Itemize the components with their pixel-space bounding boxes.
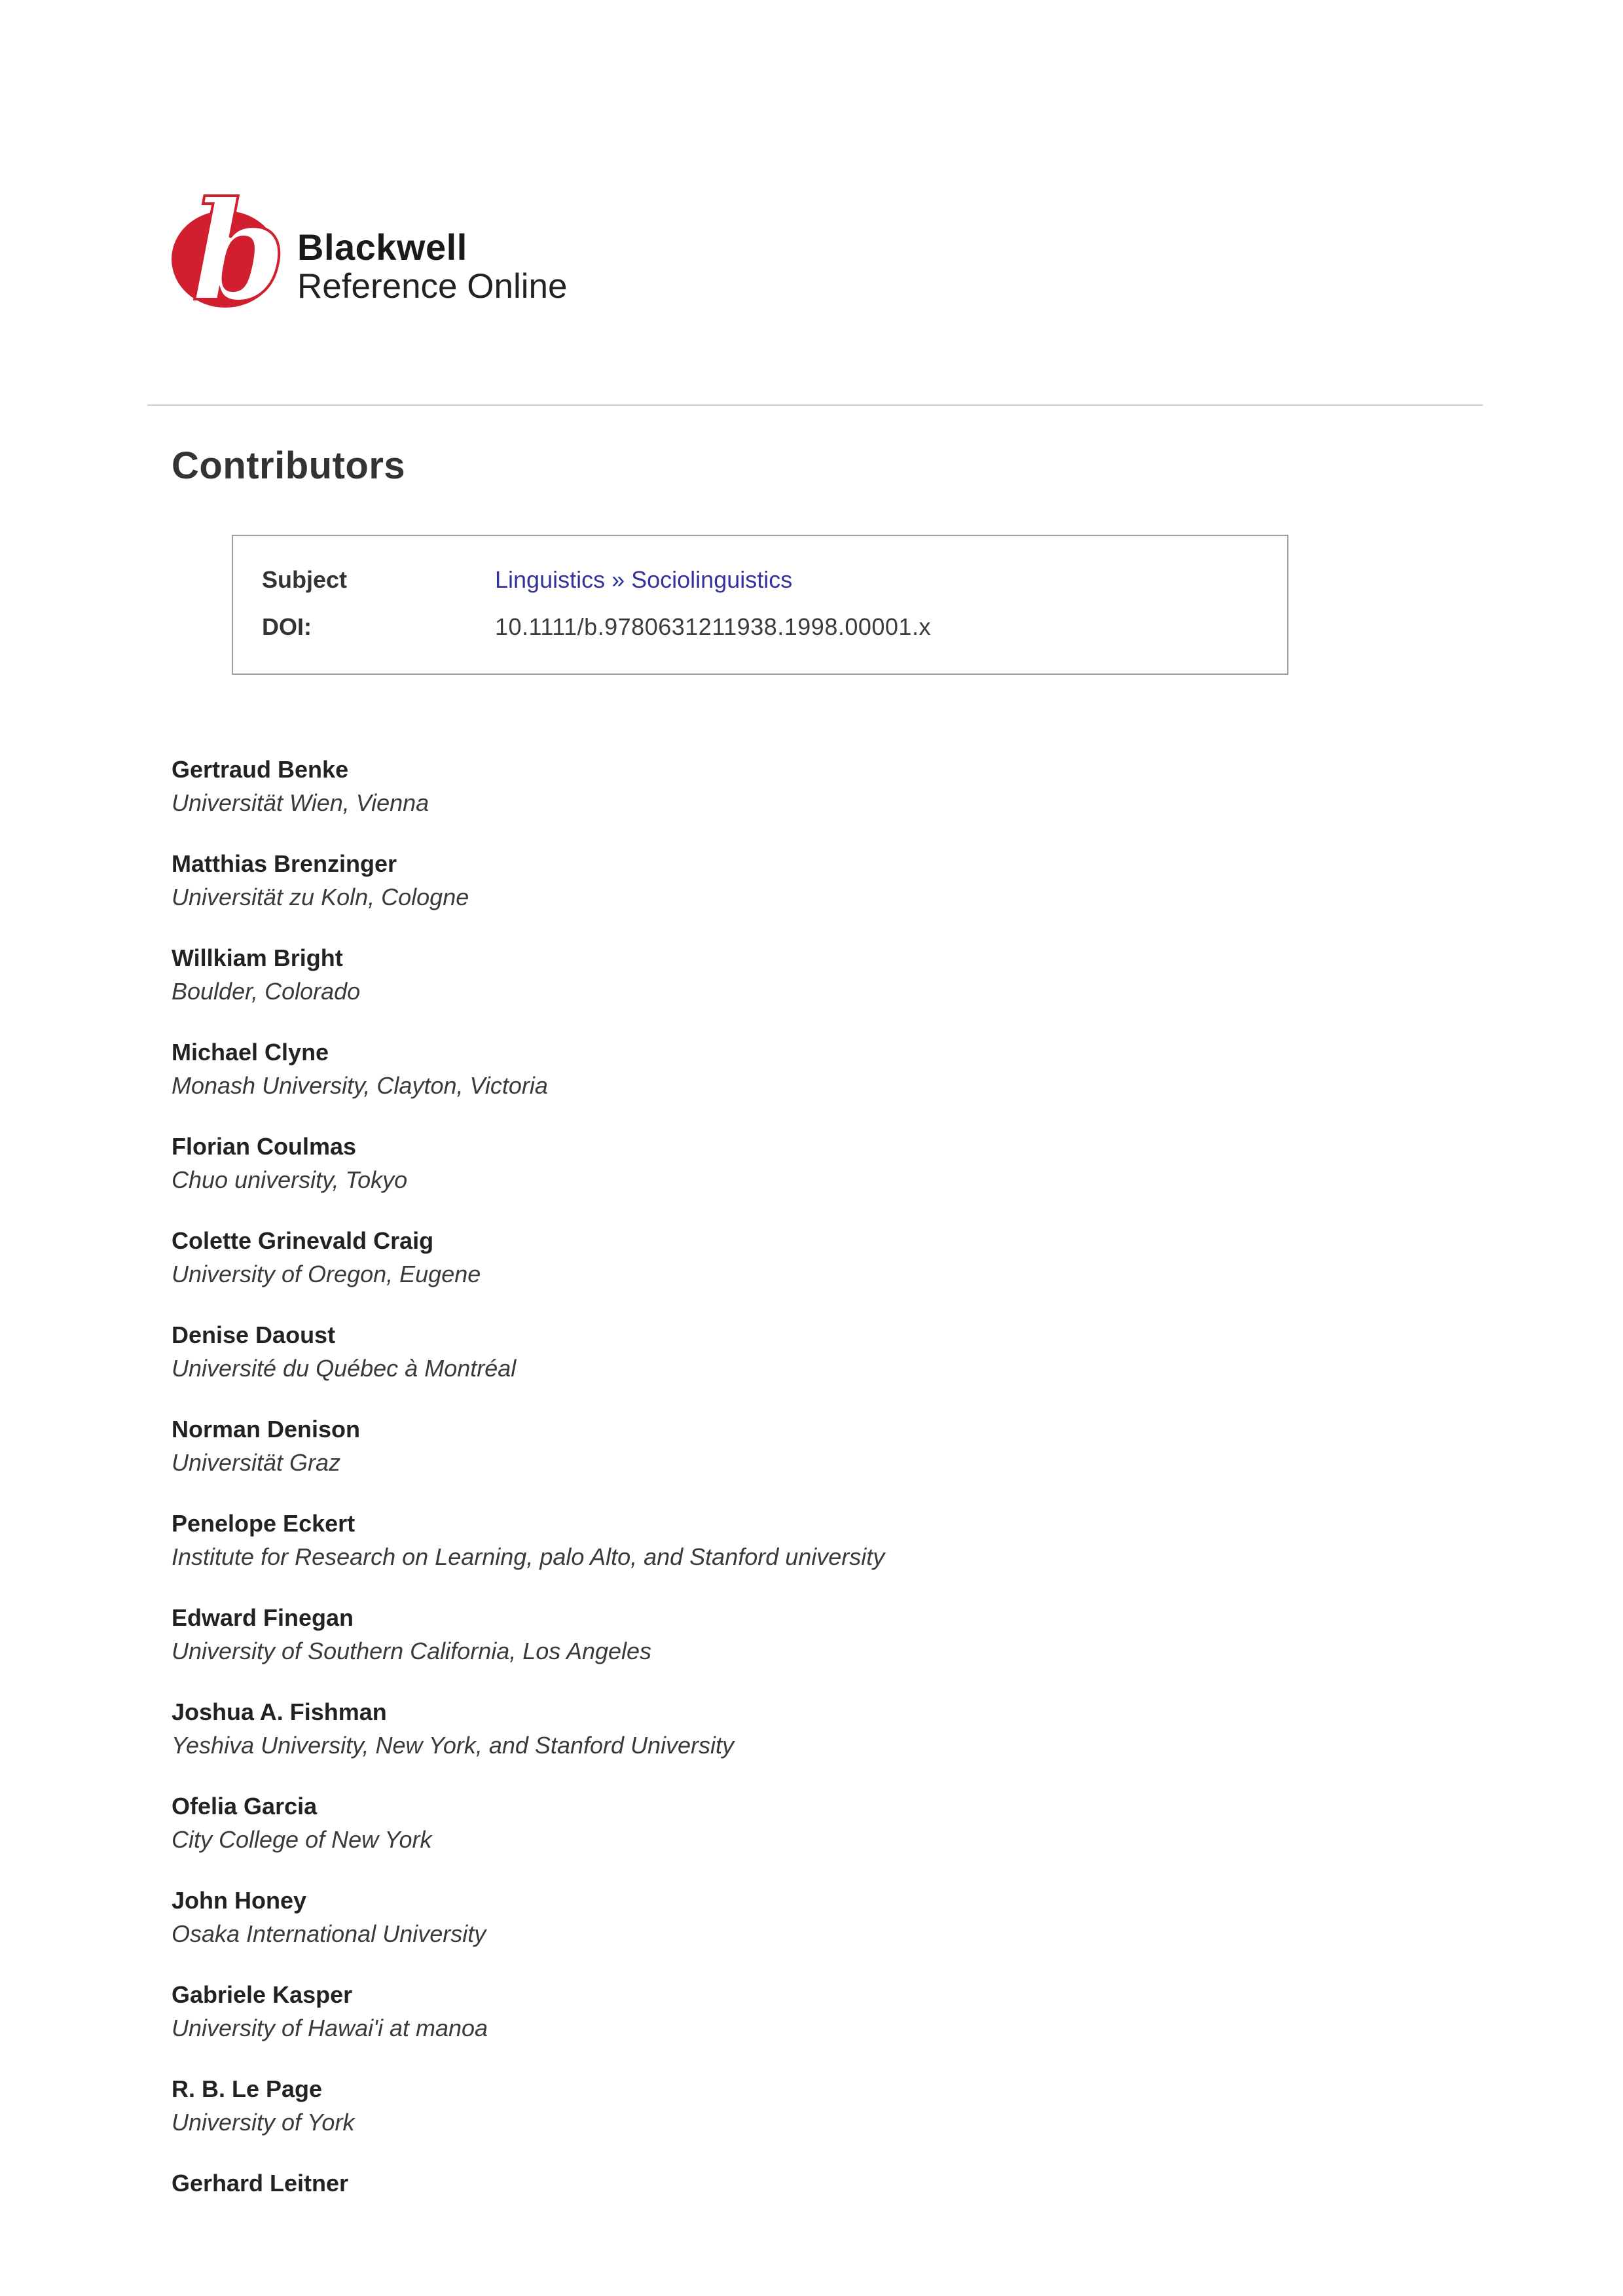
contributor-affiliation: Université du Québec à Montréal xyxy=(172,1355,517,1382)
contributor-entry xyxy=(172,1320,1466,1383)
contributor-name: Matthias Brenzinger xyxy=(172,850,397,877)
subject-link-linguistics[interactable]: Linguistics xyxy=(495,566,606,593)
contributor-name: Joshua A. Fishman xyxy=(172,1698,387,1725)
contributor-name: R. B. Le Page xyxy=(172,2075,323,2102)
contributor-name: Denise Daoust xyxy=(172,1321,336,1348)
contributor-affiliation: University of Hawai'i at manoa xyxy=(172,2015,488,2041)
contributor-affiliation: Yeshiva University, New York, and Stanford University xyxy=(172,1732,735,1759)
contributor-affiliation: Institute for Research on Learning, palo Alto, and Stanford university xyxy=(172,1543,885,1570)
doi-value: 10.1111/b.9780631211938.1998.00001.x xyxy=(495,613,931,640)
contributor-name: Gerhard Leitner xyxy=(172,2170,349,2197)
contributor-name: Gabriele Kasper xyxy=(172,1981,353,2008)
blackwell-logo-mark xyxy=(172,171,287,332)
contributor-entry xyxy=(172,1414,1466,1477)
contributor-affiliation: Monash University, Clayton, Victoria xyxy=(172,1072,548,1099)
contributor-affiliation: University of Oregon, Eugene xyxy=(172,1261,481,1287)
contributor-affiliation: City College of New York xyxy=(172,1826,432,1853)
contributor-affiliation: Chuo university, Tokyo xyxy=(172,1166,408,1193)
contributor-affiliation: Universität Graz xyxy=(172,1449,341,1476)
blackwell-logo[interactable] xyxy=(0,0,1623,332)
brand-text xyxy=(297,228,567,308)
contributor-entry xyxy=(172,943,1466,1006)
brand-name: Blackwell xyxy=(297,226,467,268)
contributor-name: Michael Clyne xyxy=(172,1039,329,1066)
contributor-affiliation: Universität zu Koln, Cologne xyxy=(172,884,469,910)
contributor-entry xyxy=(172,1509,1466,1571)
contributor-name: Willkiam Bright xyxy=(172,944,343,971)
contributor-entry xyxy=(172,1980,1466,2043)
subject-label: Subject xyxy=(262,566,348,593)
subject-link-sociolinguistics[interactable]: Sociolinguistics xyxy=(631,566,793,593)
contributor-name: Colette Grinevald Craig xyxy=(172,1227,434,1254)
logo-b-glyph: b xyxy=(191,171,287,332)
contributor-entry xyxy=(172,849,1466,912)
contributor-entry xyxy=(172,1132,1466,1194)
contributor-affiliation: University of York xyxy=(172,2109,355,2136)
brand-tagline: Reference Online xyxy=(297,266,568,306)
subject-separator: » xyxy=(611,566,625,593)
contributor-entry xyxy=(172,1603,1466,1666)
contributor-affiliation: University of Southern California, Los Angeles xyxy=(172,1638,652,1664)
contributor-entry xyxy=(172,1697,1466,1760)
contributor-affiliation: Universität Wien, Vienna xyxy=(172,789,429,816)
contributor-entry xyxy=(172,1886,1466,1948)
contributor-name: John Honey xyxy=(172,1887,307,1914)
contributor-affiliation: Boulder, Colorado xyxy=(172,978,361,1005)
contributor-name: Florian Coulmas xyxy=(172,1133,357,1160)
contributor-name: Gertraud Benke xyxy=(172,756,349,783)
contributor-entry xyxy=(172,2074,1466,2137)
contributor-affiliation: Osaka International University xyxy=(172,1920,486,1947)
contributor-entry xyxy=(172,1791,1466,1854)
header-divider xyxy=(147,404,1483,406)
contributor-name: Edward Finegan xyxy=(172,1604,354,1631)
subject-value xyxy=(495,566,1258,594)
contributor-entry xyxy=(172,755,1466,817)
contributors-list xyxy=(172,755,1466,2198)
contributor-name: Norman Denison xyxy=(172,1416,361,1443)
contributor-entry xyxy=(172,1226,1466,1289)
contributor-entry xyxy=(172,1037,1466,1100)
contributor-name: Penelope Eckert xyxy=(172,1510,356,1537)
doi-label: DOI: xyxy=(262,613,312,640)
page-title: Contributors xyxy=(172,444,406,487)
contributor-name: Ofelia Garcia xyxy=(172,1793,318,1820)
meta-box xyxy=(232,535,1288,675)
contributor-entry xyxy=(172,2168,1466,2198)
